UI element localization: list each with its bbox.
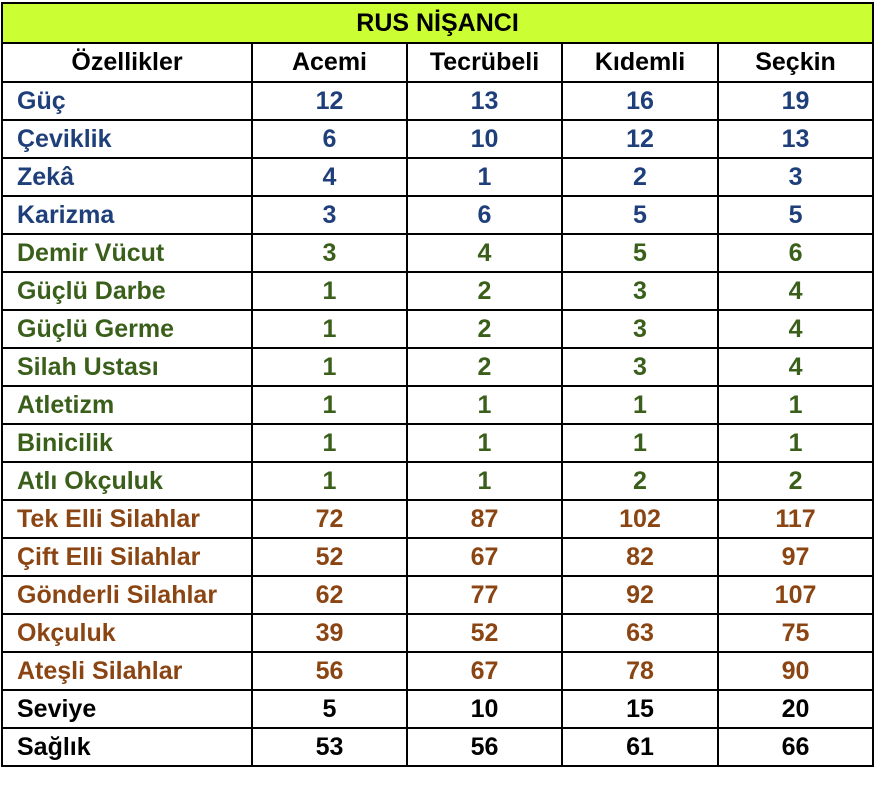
- attribute-name-cell: Seviye: [2, 690, 252, 728]
- value-cell-tecrubeli: 87: [407, 500, 562, 538]
- value-cell-acemi: 6: [252, 120, 407, 158]
- value-cell-tecrubeli: 77: [407, 576, 562, 614]
- column-header-kidemli: Kıdemli: [562, 43, 718, 82]
- attribute-name-cell: Çift Elli Silahlar: [2, 538, 252, 576]
- table-row: [2, 120, 873, 158]
- value-cell-acemi: 5: [252, 690, 407, 728]
- attribute-name-cell: Tek Elli Silahlar: [2, 500, 252, 538]
- value-cell-tecrubeli: 10: [407, 690, 562, 728]
- value-cell-seckin: 1: [718, 386, 873, 424]
- value-cell-tecrubeli: 1: [407, 424, 562, 462]
- value-cell-kidemli: 78: [562, 652, 718, 690]
- value-cell-acemi: 12: [252, 82, 407, 120]
- value-cell-acemi: 72: [252, 500, 407, 538]
- value-cell-tecrubeli: 1: [407, 386, 562, 424]
- value-cell-acemi: 3: [252, 196, 407, 234]
- value-cell-seckin: 19: [718, 82, 873, 120]
- stats-table: [1, 2, 874, 767]
- value-cell-acemi: 3: [252, 234, 407, 272]
- table-row: [2, 196, 873, 234]
- table-row: [2, 158, 873, 196]
- attribute-name-cell: Karizma: [2, 196, 252, 234]
- attribute-name-cell: Güç: [2, 82, 252, 120]
- value-cell-acemi: 1: [252, 462, 407, 500]
- value-cell-acemi: 53: [252, 728, 407, 766]
- value-cell-acemi: 56: [252, 652, 407, 690]
- value-cell-acemi: 1: [252, 424, 407, 462]
- value-cell-kidemli: 61: [562, 728, 718, 766]
- value-cell-acemi: 1: [252, 386, 407, 424]
- value-cell-kidemli: 102: [562, 500, 718, 538]
- value-cell-tecrubeli: 13: [407, 82, 562, 120]
- value-cell-seckin: 20: [718, 690, 873, 728]
- value-cell-kidemli: 5: [562, 196, 718, 234]
- value-cell-seckin: 4: [718, 310, 873, 348]
- table-row: [2, 728, 873, 766]
- table-row: [2, 424, 873, 462]
- table-row: [2, 576, 873, 614]
- value-cell-tecrubeli: 52: [407, 614, 562, 652]
- value-cell-kidemli: 2: [562, 462, 718, 500]
- value-cell-acemi: 62: [252, 576, 407, 614]
- value-cell-tecrubeli: 6: [407, 196, 562, 234]
- value-cell-kidemli: 1: [562, 424, 718, 462]
- value-cell-acemi: 1: [252, 272, 407, 310]
- attribute-name-cell: Silah Ustası: [2, 348, 252, 386]
- attribute-name-cell: Güçlü Darbe: [2, 272, 252, 310]
- value-cell-seckin: 75: [718, 614, 873, 652]
- value-cell-acemi: 4: [252, 158, 407, 196]
- table-row: [2, 690, 873, 728]
- value-cell-tecrubeli: 56: [407, 728, 562, 766]
- value-cell-kidemli: 12: [562, 120, 718, 158]
- table-row: [2, 500, 873, 538]
- title-row: [2, 3, 873, 43]
- value-cell-seckin: 1: [718, 424, 873, 462]
- attribute-name-cell: Gönderli Silahlar: [2, 576, 252, 614]
- value-cell-seckin: 66: [718, 728, 873, 766]
- column-header-acemi: Acemi: [252, 43, 407, 82]
- attribute-name-cell: Sağlık: [2, 728, 252, 766]
- value-cell-seckin: 5: [718, 196, 873, 234]
- attribute-name-cell: Güçlü Germe: [2, 310, 252, 348]
- value-cell-seckin: 4: [718, 348, 873, 386]
- attribute-name-cell: Çeviklik: [2, 120, 252, 158]
- attribute-name-cell: Atletizm: [2, 386, 252, 424]
- table-row: [2, 348, 873, 386]
- value-cell-seckin: 107: [718, 576, 873, 614]
- value-cell-tecrubeli: 67: [407, 538, 562, 576]
- table-row: [2, 234, 873, 272]
- value-cell-tecrubeli: 4: [407, 234, 562, 272]
- table-body: [2, 82, 873, 766]
- header-row: [2, 43, 873, 82]
- table-row: [2, 386, 873, 424]
- value-cell-tecrubeli: 67: [407, 652, 562, 690]
- value-cell-seckin: 90: [718, 652, 873, 690]
- value-cell-kidemli: 92: [562, 576, 718, 614]
- attribute-name-cell: Ateşli Silahlar: [2, 652, 252, 690]
- value-cell-acemi: 1: [252, 310, 407, 348]
- value-cell-seckin: 13: [718, 120, 873, 158]
- attribute-name-cell: Demir Vücut: [2, 234, 252, 272]
- value-cell-kidemli: 5: [562, 234, 718, 272]
- value-cell-acemi: 39: [252, 614, 407, 652]
- attribute-name-cell: Atlı Okçuluk: [2, 462, 252, 500]
- value-cell-seckin: 3: [718, 158, 873, 196]
- value-cell-tecrubeli: 2: [407, 348, 562, 386]
- value-cell-kidemli: 16: [562, 82, 718, 120]
- value-cell-kidemli: 3: [562, 310, 718, 348]
- value-cell-kidemli: 82: [562, 538, 718, 576]
- table-row: [2, 614, 873, 652]
- value-cell-kidemli: 1: [562, 386, 718, 424]
- value-cell-seckin: 6: [718, 234, 873, 272]
- attribute-name-cell: Zekâ: [2, 158, 252, 196]
- table-row: [2, 538, 873, 576]
- value-cell-tecrubeli: 2: [407, 272, 562, 310]
- value-cell-tecrubeli: 1: [407, 462, 562, 500]
- column-header-seckin: Seçkin: [718, 43, 873, 82]
- value-cell-kidemli: 3: [562, 348, 718, 386]
- table-row: [2, 82, 873, 120]
- value-cell-kidemli: 63: [562, 614, 718, 652]
- value-cell-kidemli: 15: [562, 690, 718, 728]
- value-cell-seckin: 4: [718, 272, 873, 310]
- table-row: [2, 462, 873, 500]
- table-row: [2, 272, 873, 310]
- value-cell-acemi: 1: [252, 348, 407, 386]
- value-cell-tecrubeli: 1: [407, 158, 562, 196]
- attribute-name-cell: Binicilik: [2, 424, 252, 462]
- table-row: [2, 310, 873, 348]
- column-header-attributes: Özellikler: [2, 43, 252, 82]
- value-cell-kidemli: 2: [562, 158, 718, 196]
- column-header-tecrubeli: Tecrübeli: [407, 43, 562, 82]
- value-cell-seckin: 97: [718, 538, 873, 576]
- table-row: [2, 652, 873, 690]
- value-cell-seckin: 117: [718, 500, 873, 538]
- value-cell-tecrubeli: 10: [407, 120, 562, 158]
- table-title: RUS NİŞANCI: [2, 3, 873, 43]
- value-cell-kidemli: 3: [562, 272, 718, 310]
- attribute-name-cell: Okçuluk: [2, 614, 252, 652]
- value-cell-tecrubeli: 2: [407, 310, 562, 348]
- value-cell-seckin: 2: [718, 462, 873, 500]
- value-cell-acemi: 52: [252, 538, 407, 576]
